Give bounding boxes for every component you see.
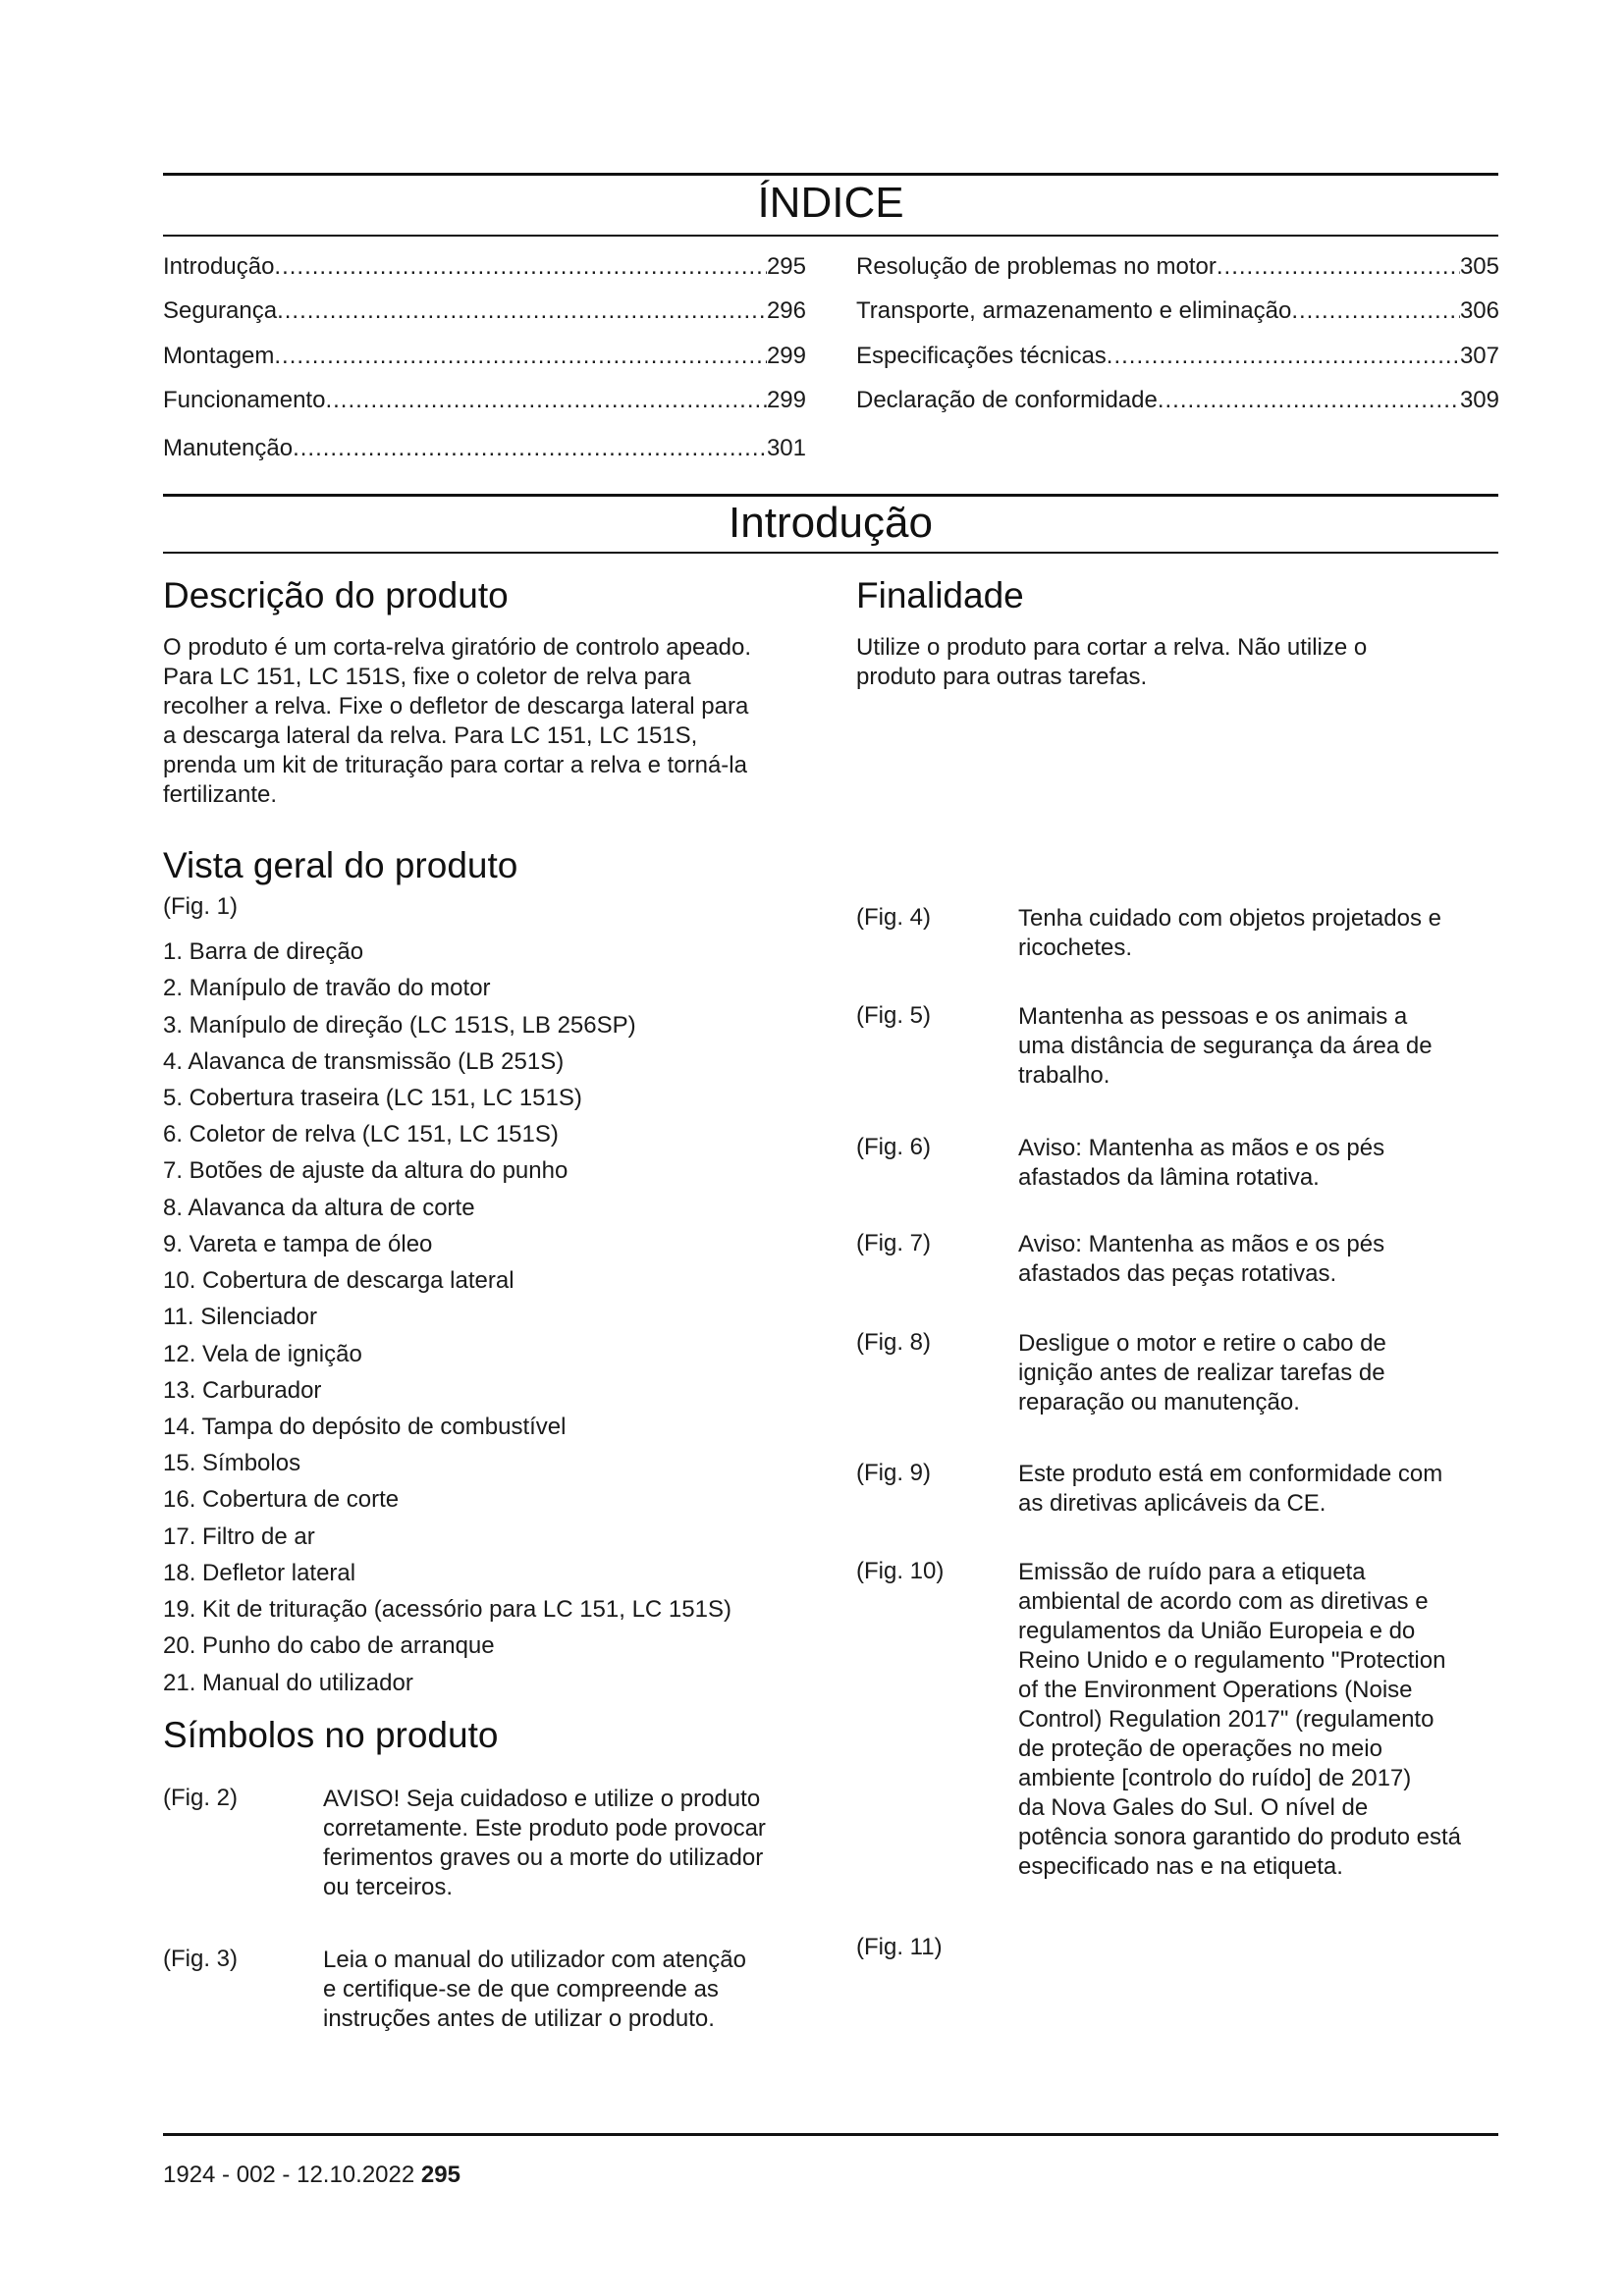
intro-title: Introdução	[729, 499, 933, 547]
fig-label: (Fig. 8)	[856, 1329, 932, 1356]
overview-item: 8. Alavanca da altura de corte	[163, 1195, 475, 1221]
fig-description: Aviso: Mantenha as mãos e os pés afastados das peças rotativas.	[1018, 1231, 1385, 1287]
overview-item: 18. Defletor lateral	[163, 1560, 356, 1586]
fig-label: (Fig. 10)	[856, 1558, 945, 1584]
toc-entry-montagem[interactable]: Montagem ..... 299	[163, 343, 806, 370]
symbols-heading: Símbolos no produto	[163, 1715, 499, 1755]
footer-rule	[163, 2133, 1498, 2136]
overview-item: 17. Filtro de ar	[163, 1523, 315, 1550]
symbol-entry-fig9	[856, 1460, 1499, 1528]
fig-label: (Fig. 11)	[856, 1934, 943, 1960]
fig-label: (Fig. 3)	[163, 1946, 239, 1972]
purpose-heading: Finalidade	[856, 575, 1024, 615]
overview-item: 1. Barra de direção	[163, 938, 364, 965]
overview-item: 21. Manual do utilizador	[163, 1670, 413, 1696]
footer-code: 1924 - 002 - 12.10.2022	[163, 2162, 415, 2188]
fig-label: (Fig. 4)	[856, 904, 932, 931]
fig-description: Leia o manual do utilizador com atenção e certifique-se de que compreende as instruções antes de utilizar o produto.	[323, 1947, 746, 2032]
overview-item: 19. Kit de trituração (acessório para LC 151, LC 151S)	[163, 1596, 731, 1623]
overview-item: 15. Símbolos	[163, 1450, 301, 1476]
description-heading: Descrição do produto	[163, 575, 509, 615]
symbol-entry-fig7	[856, 1230, 1499, 1299]
toc-entry-seguranca[interactable]: Segurança ..... 296	[163, 297, 806, 325]
overview-fig-ref: (Fig. 1)	[163, 893, 239, 920]
overview-item: 10. Cobertura de descarga lateral	[163, 1267, 514, 1294]
overview-item: 11. Silenciador	[163, 1304, 317, 1330]
overview-item: 6. Coletor de relva (LC 151, LC 151S)	[163, 1121, 559, 1148]
fig-description: Desligue o motor e retire o cabo de ignição antes de realizar tarefas de reparação ou manutenção.	[1018, 1330, 1386, 1415]
toc-entry-transporte[interactable]: Transporte, armazenamento e eliminação ..... 306	[856, 297, 1499, 325]
toc-entry-introducao[interactable]: Introdução ..... 295	[163, 253, 806, 281]
symbol-entry-fig4	[856, 904, 1499, 973]
intro-top-rule	[163, 494, 1498, 497]
symbol-entry-fig10	[856, 1558, 1499, 1892]
toc-bottom-rule	[163, 235, 1498, 237]
fig-description: Emissão de ruído para a etiqueta ambiental de acordo com as diretivas e regulamentos da União Europeia e do Reino Unido e o regulamento "Protection of the Environment Operations (Noise Control) Regulation 2017" (regulamento de proteção de operações no meio ambiente [controlo do ruído] de 2017) da Nova Gales do Sul. O nível de potência sonora garantido do produto está especificado nas e na etiqueta.	[1018, 1559, 1461, 1880]
symbol-entry-fig6	[856, 1134, 1499, 1202]
toc-entry-funcionamento[interactable]: Funcionamento ..... 299	[163, 387, 806, 414]
fig-label: (Fig. 2)	[163, 1785, 239, 1811]
fig-description: AVISO! Seja cuidadoso e utilize o produto corretamente. Este produto pode provocar ferimentos graves ou a morte do utilizador ou terceiros.	[323, 1786, 766, 1900]
description-paragraph: O produto é um corta-relva giratório de controlo apeado. Para LC 151, LC 151S, fixe o coletor de relva para recolher a relva. Fixe o defletor de descarga lateral para a descarga lateral da relva. Para LC 151, LC 151S, prenda um kit de trituração para cortar a relva e torná-la fertilizante.	[163, 634, 752, 808]
toc-entry-manutencao[interactable]: Manutenção ..... 301	[163, 435, 806, 462]
toc-entry-declaracao[interactable]: Declaração de conformidade ..... 309	[856, 387, 1499, 414]
symbol-entry-fig3	[163, 1946, 811, 2044]
intro-bottom-rule	[163, 552, 1498, 554]
symbol-entry-fig2	[163, 1785, 811, 1912]
fig-description: Mantenha as pessoas e os animais a uma distância de segurança da área de trabalho.	[1018, 1003, 1433, 1089]
fig-label: (Fig. 7)	[856, 1230, 932, 1256]
overview-item: 3. Manípulo de direção (LC 151S, LB 256SP)	[163, 1012, 636, 1039]
fig-label: (Fig. 9)	[856, 1460, 932, 1486]
overview-item: 16. Cobertura de corte	[163, 1486, 400, 1513]
overview-item: 2. Manípulo de travão do motor	[163, 975, 491, 1001]
overview-item: 14. Tampa do depósito de combustível	[163, 1414, 567, 1440]
page-number: 295	[420, 2162, 460, 2188]
fig-label: (Fig. 5)	[856, 1002, 932, 1029]
symbol-entry-fig5	[856, 1002, 1499, 1100]
symbol-entry-fig8	[856, 1329, 1499, 1427]
overview-item: 5. Cobertura traseira (LC 151, LC 151S)	[163, 1085, 582, 1111]
overview-item: 13. Carburador	[163, 1377, 322, 1404]
toc-entry-resolucao[interactable]: Resolução de problemas no motor ..... 305	[856, 253, 1499, 281]
page-footer	[163, 2162, 460, 2189]
overview-item: 7. Botões de ajuste da altura do punho	[163, 1157, 568, 1184]
overview-item: 12. Vela de ignição	[163, 1341, 362, 1367]
fig-description: Tenha cuidado com objetos projetados e ricochetes.	[1018, 905, 1441, 961]
fig-description: Aviso: Mantenha as mãos e os pés afastados da lâmina rotativa.	[1018, 1135, 1385, 1191]
toc-title: ÍNDICE	[757, 179, 904, 227]
fig-description: Este produto está em conformidade com as diretivas aplicáveis da CE.	[1018, 1461, 1443, 1517]
overview-heading: Vista geral do produto	[163, 845, 518, 885]
symbol-entry-fig11	[856, 1934, 1499, 1973]
overview-item: 9. Vareta e tampa de óleo	[163, 1231, 433, 1257]
purpose-paragraph: Utilize o produto para cortar a relva. Não utilize o produto para outras tarefas.	[856, 634, 1368, 690]
overview-item: 4. Alavanca de transmissão (LB 251S)	[163, 1048, 565, 1075]
fig-label: (Fig. 6)	[856, 1134, 932, 1160]
toc-top-rule	[163, 173, 1498, 176]
overview-item: 20. Punho do cabo de arranque	[163, 1632, 495, 1659]
toc-entry-especificacoes[interactable]: Especificações técnicas ..... 307	[856, 343, 1499, 370]
